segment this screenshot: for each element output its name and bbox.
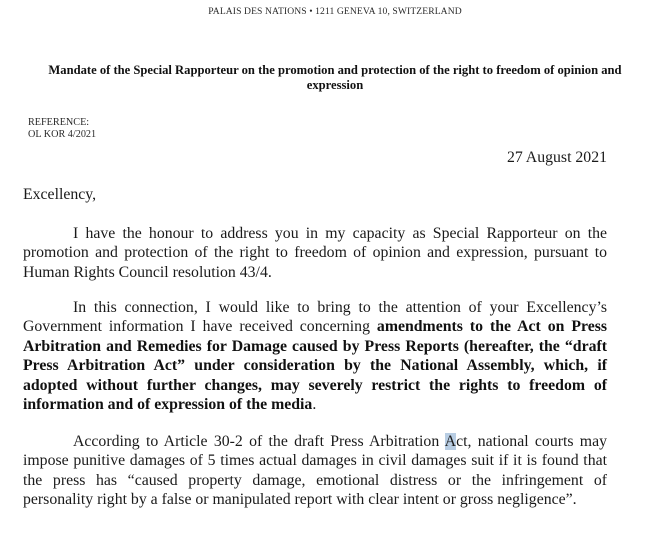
paragraph-1-text[interactable]: I have the honour to address you in my capacity as Special Rapporteur on the promotion and protection of the right to freedom of opinion and expression, pursuant to Human Rights Council resolution 43/4. bbox=[23, 225, 607, 281]
paragraph-2-intro[interactable]: In this connection, I would like to bring to the attention of your Excellency’s Government information I have received concerning bbox=[23, 299, 607, 336]
paragraph-2-end[interactable]: . bbox=[312, 396, 317, 414]
letter-date: 27 August 2021 bbox=[506, 149, 607, 166]
letterhead-address: PALAIS DES NATIONS • 1211 GENEVA 10, SWITZERLAND bbox=[208, 6, 462, 17]
paragraph-3-after-selection[interactable]: ct, national courts may impose punitive damages of 5 times actual damages in civil damages suit if it is found that the press has “caused property damage, emotional distress or the infringement of personality right by a false or manipulated report with clear intent or gross negligence”. bbox=[23, 433, 608, 509]
paragraph-2[interactable] bbox=[23, 298, 607, 414]
mandate-title: Mandate of the Special Rapporteur on the promotion and protection of the right to freedom of opinion and expression bbox=[48, 63, 622, 92]
reference-code: OL KOR 4/2021 bbox=[28, 129, 97, 140]
reference-label: REFERENCE: bbox=[28, 117, 90, 128]
reference-block bbox=[28, 117, 96, 141]
paragraph-3-before-selection[interactable]: According to Article 30-2 of the draft Press Arbitration bbox=[73, 433, 445, 450]
paragraph-2-bold-text[interactable]: amendments to the Act on Press Arbitration and Remedies for Damage caused by Press Reports (hereafter, the “draft Press Arbitration Act” under consideration by the National Assembly, which, if adopted without further changes, may severely restrict the rights to freedom of information and of expression of the media bbox=[23, 318, 607, 414]
salutation: Excellency, bbox=[23, 186, 97, 203]
paragraph-3[interactable] bbox=[23, 432, 607, 510]
text-selection-highlight[interactable]: A bbox=[444, 433, 457, 450]
paragraph-1[interactable] bbox=[23, 224, 607, 282]
